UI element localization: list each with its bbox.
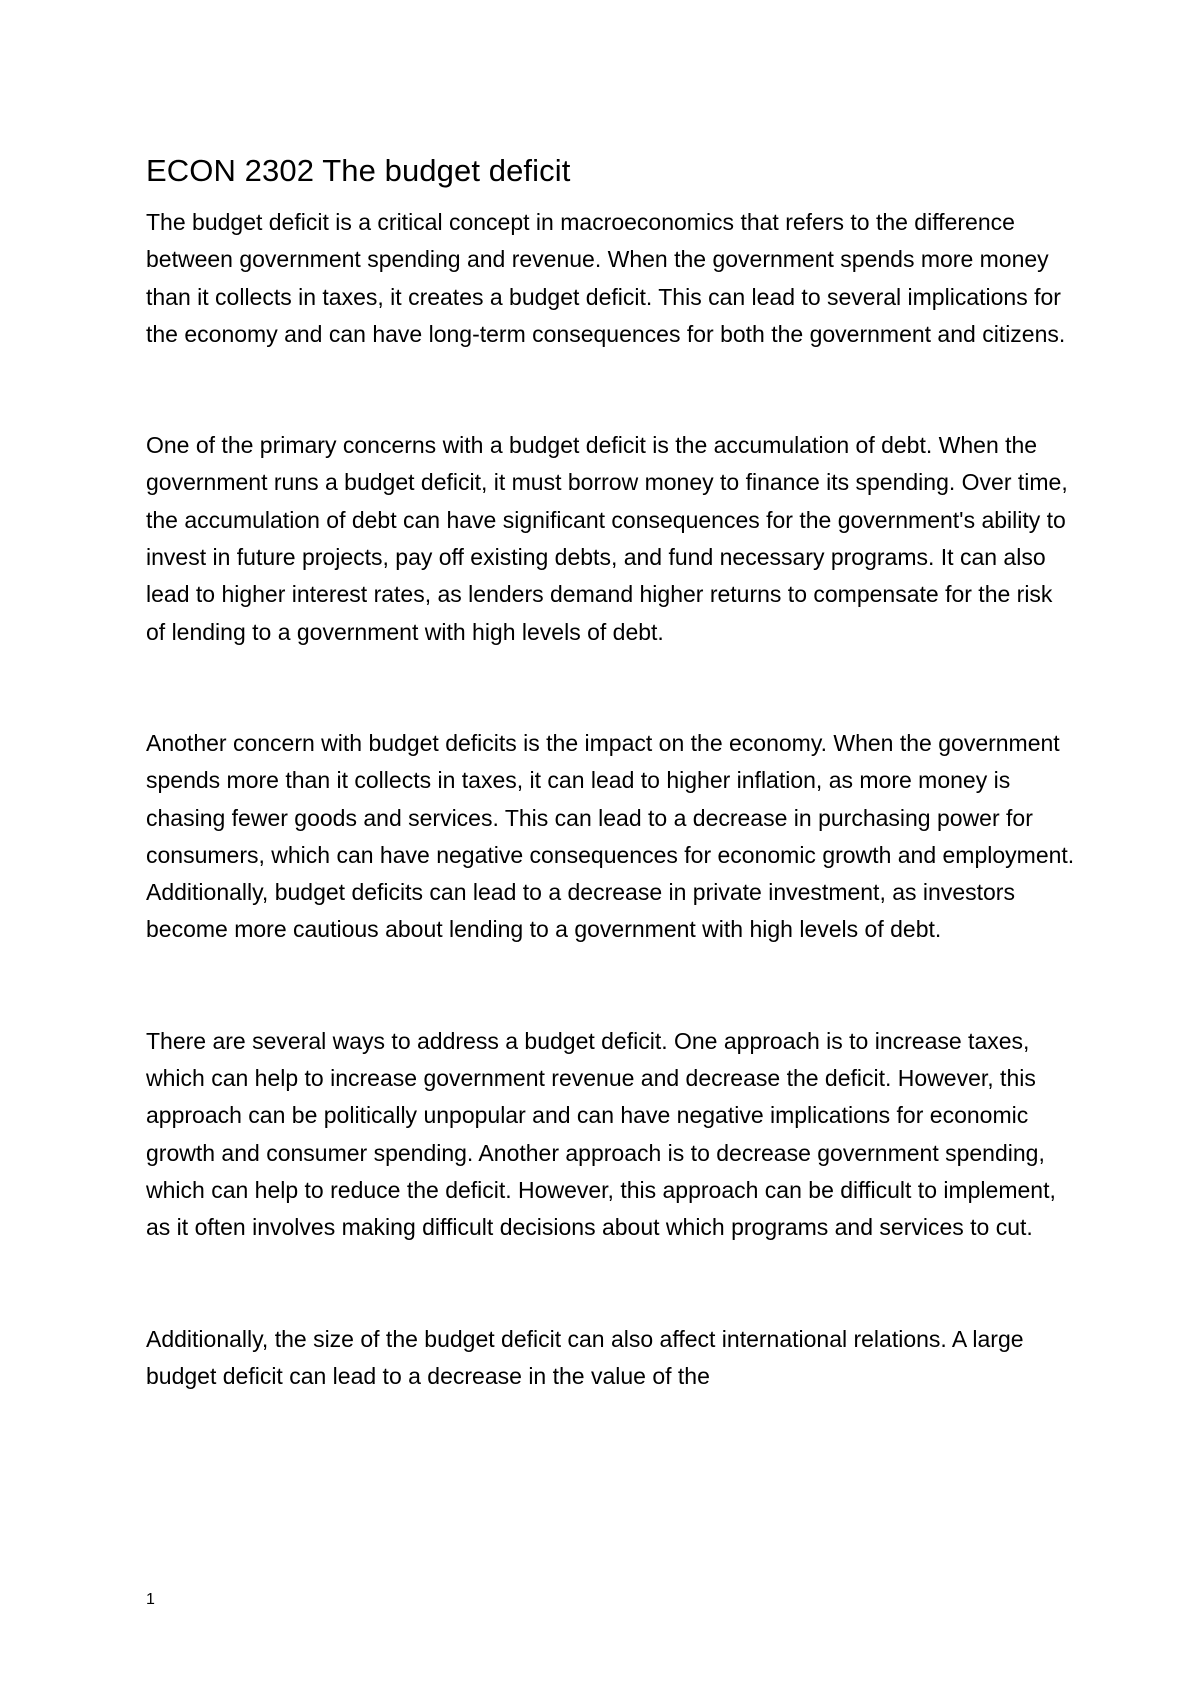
- paragraph-introduction: The budget deficit is a critical concept in macroeconomics that refers to the difference between government spending and revenue. When the government spends more money than it collects in taxes, it creates a budget deficit. This can lead to several implications for the economy and can have long-term consequences for both the government and citizens.: [146, 209, 1066, 347]
- document-title: ECON 2302 The budget deficit: [146, 153, 571, 188]
- page-number: 1: [146, 1591, 155, 1608]
- paragraph-international-relations: Additionally, the size of the budget deficit can also affect international relations. A large budget deficit can lead to a decrease in the value of the: [146, 1325, 1024, 1389]
- paragraph-addressing-deficit: There are several ways to address a budget deficit. One approach is to increase taxes, which can help to increase government revenue and decrease the deficit. However, this approach can be politically unpopular and can have negative implications for economic growth and consumer spending. Another approach is to decrease government spending, which can help to reduce the deficit. However, this approach can be difficult to implement, as it often involves making difficult decisions about which programs and services to cut.: [146, 1027, 1056, 1241]
- document-body: [146, 150, 1076, 1395]
- paragraph-economic-impact: Another concern with budget deficits is the impact on the economy. When the government spends more than it collects in taxes, it can lead to higher inflation, as more money is chasing fewer goods and services. This can lead to a decrease in purchasing power for consumers, which can have negative consequences for economic growth and employment. Additionally, budget deficits can lead to a decrease in private investment, as investors become more cautious about lending to a government with high levels of debt.: [146, 729, 1075, 943]
- paragraph-debt-accumulation: One of the primary concerns with a budget deficit is the accumulation of debt. When the government runs a budget deficit, it must borrow money to finance its spending. Over time, the accumulation of debt can have significant consequences for the government's ability to invest in future projects, pay off existing debts, and fund necessary programs. It can also lead to higher interest rates, as lenders demand higher returns to compensate for the risk of lending to a government with high levels of debt.: [146, 432, 1068, 645]
